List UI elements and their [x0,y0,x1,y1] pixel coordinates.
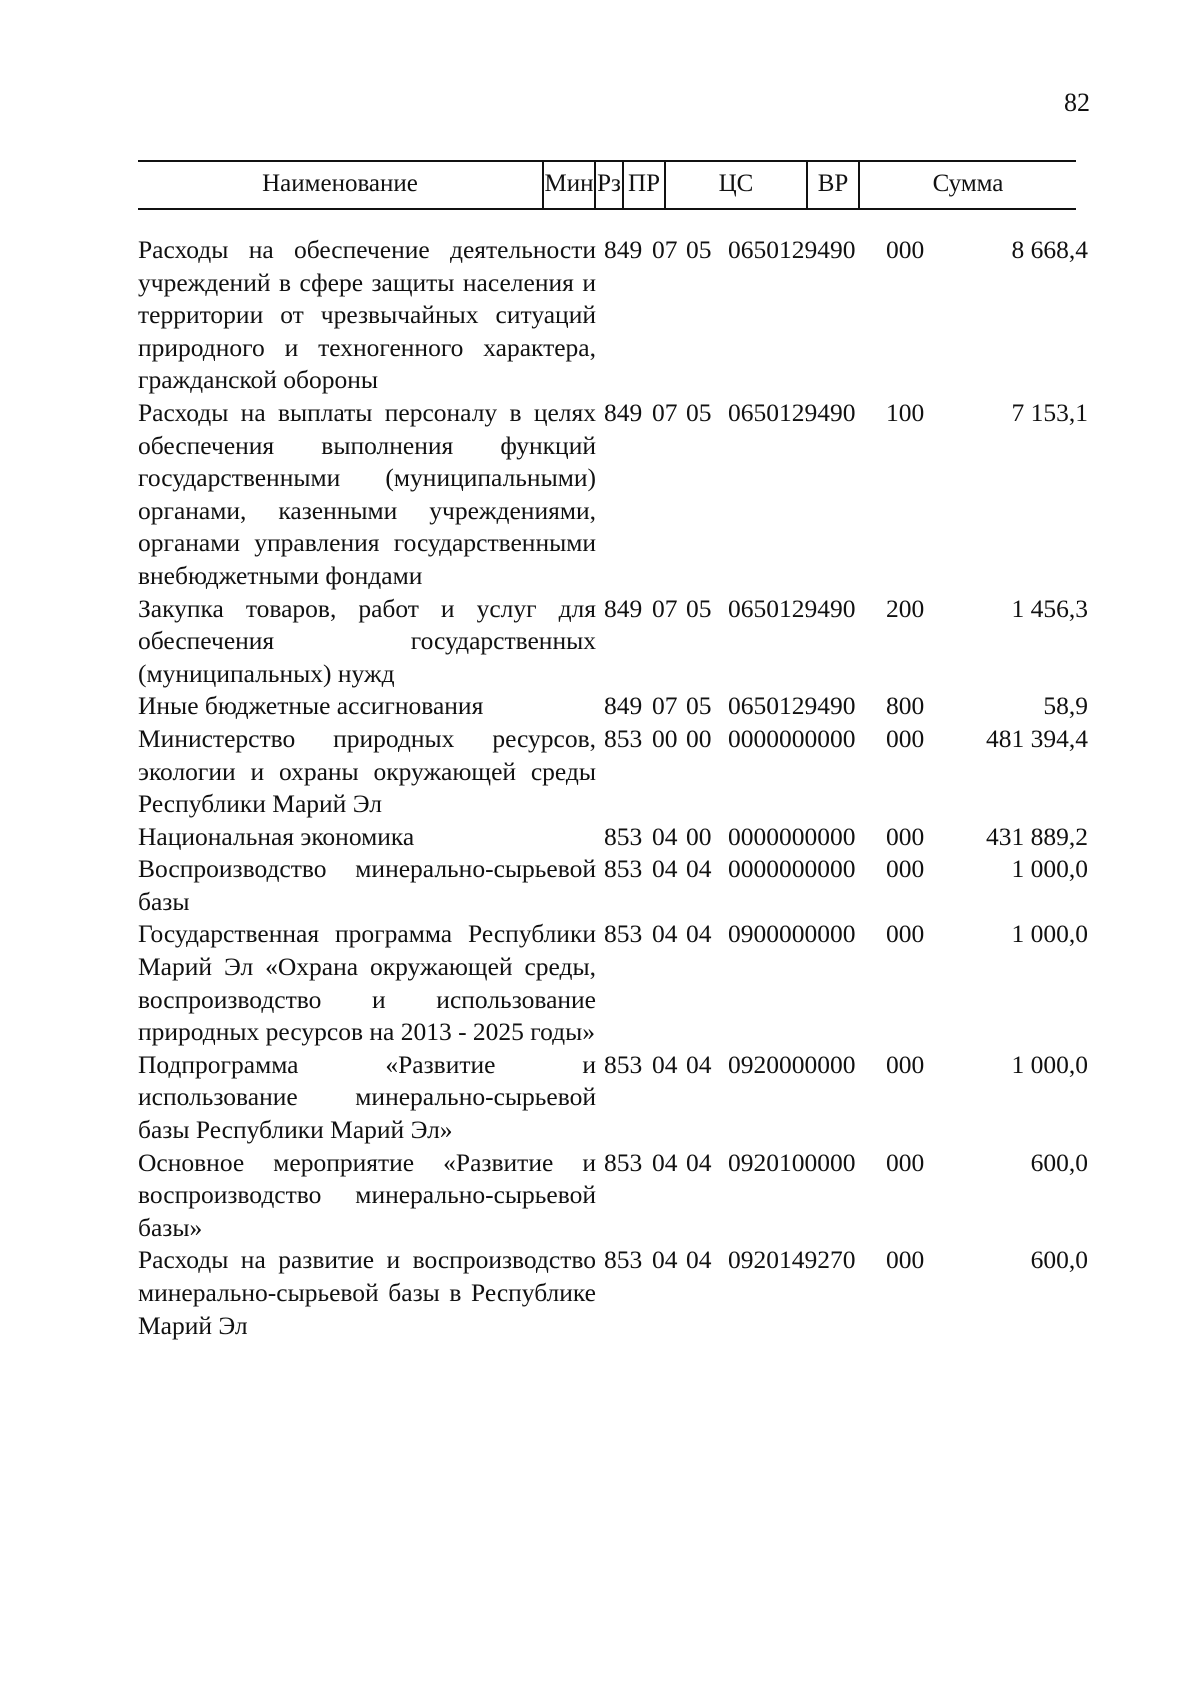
row-min: 853 [604,723,643,753]
row-codes [604,918,946,951]
row-rz: 07 [652,593,678,623]
row-pr: 00 [686,821,712,851]
table-row [138,853,1098,918]
row-cs: 0920100000 [728,1147,856,1177]
row-min: 849 [604,593,643,623]
header-min: Мин [544,170,594,197]
page-number: 82 [1064,88,1090,117]
table-row [138,821,1098,854]
row-cs: 0650129490 [728,691,856,721]
table-row [138,723,1098,821]
row-codes [604,1147,946,1180]
row-min: 849 [604,397,643,427]
table-body [138,234,1098,1342]
row-rz: 00 [652,723,678,753]
table-row [138,593,1098,691]
row-pr: 04 [686,854,712,884]
row-rz: 04 [652,1245,678,1275]
row-pr: 00 [686,723,712,753]
row-name: Государственная программа Республики Марий Эл «Охрана окружающей среды, воспроизводство и использование природных ресурсов на 2013 - 2025 годы» [138,919,596,1047]
row-cs: 0000000000 [728,723,856,753]
row-min: 853 [604,821,643,851]
row-cs: 0650129490 [728,397,856,427]
row-rz: 04 [652,919,678,949]
row-codes [604,593,946,626]
row-sum: 600,0 [1030,1147,1088,1177]
row-rz: 04 [652,1147,678,1177]
row-sum: 1 456,3 [1011,593,1088,623]
row-vr: 000 [886,1245,925,1275]
row-sum: 1 000,0 [1011,854,1088,884]
row-vr: 000 [886,919,925,949]
row-codes [604,690,946,723]
header-cs: ЦС [718,170,754,197]
table-row [138,397,1098,593]
row-min: 849 [604,235,643,264]
row-pr: 05 [686,235,712,264]
table-row [138,918,1098,1048]
row-codes [604,1244,946,1277]
table-row [138,1049,1098,1147]
row-cs: 0000000000 [728,821,856,851]
row-cs: 0920149270 [728,1245,856,1275]
row-vr: 800 [886,691,925,721]
row-vr: 000 [886,1147,925,1177]
row-pr: 04 [686,1147,712,1177]
row-vr: 200 [886,593,925,623]
row-sum: 431 889,2 [986,821,1088,851]
row-name: Иные бюджетные ассигнования [138,691,484,721]
row-codes [604,1049,946,1082]
row-vr: 000 [886,854,925,884]
table-row [138,1147,1098,1245]
table-row [138,1244,1098,1342]
row-cs: 0900000000 [728,919,856,949]
row-rz: 04 [652,821,678,851]
row-codes [604,821,946,854]
row-codes [604,397,946,430]
row-cs: 0000000000 [728,854,856,884]
table-row [138,690,1098,723]
header-vr: ВР [817,170,849,197]
row-name: Воспроизводство минерально-сырьевой базы [138,854,596,916]
row-sum: 58,9 [1043,691,1088,721]
row-pr: 05 [686,691,712,721]
row-rz: 07 [652,397,678,427]
row-vr: 100 [886,397,925,427]
row-min: 853 [604,854,643,884]
row-pr: 04 [686,919,712,949]
row-sum: 1 000,0 [1011,919,1088,949]
header-pr: ПР [628,170,660,197]
header-rule-bottom [138,208,1076,210]
row-cs: 0920000000 [728,1049,856,1079]
row-rz: 07 [652,691,678,721]
row-sum: 481 394,4 [986,723,1088,753]
row-pr: 04 [686,1049,712,1079]
row-vr: 000 [886,723,925,753]
row-pr: 04 [686,1245,712,1275]
row-codes [604,723,946,756]
row-sum: 7 153,1 [1011,397,1088,427]
row-rz: 07 [652,235,678,264]
row-name: Национальная экономика [138,821,415,851]
row-min: 849 [604,691,643,721]
row-name: Закупка товаров, работ и услуг для обеспечения государственных (муниципальных) нужд [138,593,596,688]
row-name: Расходы на выплаты персоналу в целях обеспечения выполнения функций государственными (муниципальными) органами, казенными учреждениями, органами управления государственными внебюджетными фондами [138,397,596,590]
row-min: 853 [604,919,643,949]
row-vr: 000 [886,821,925,851]
table-row [138,234,1098,397]
row-name: Подпрограмма «Развитие и использование минерально-сырьевой базы Республики Марий Эл» [138,1049,596,1145]
table-header [138,160,1076,208]
row-vr: 000 [886,1049,925,1079]
header-rz: Рз [597,170,621,197]
row-vr: 000 [886,235,925,264]
row-sum: 600,0 [1030,1245,1088,1275]
row-min: 853 [604,1245,643,1275]
row-cs: 0650129490 [728,593,856,623]
row-sum: 8 668,4 [1011,235,1088,264]
row-pr: 05 [686,397,712,427]
row-codes [604,853,946,886]
row-sum: 1 000,0 [1011,1049,1088,1079]
row-rz: 04 [652,854,678,884]
row-min: 853 [604,1049,643,1079]
row-pr: 05 [686,593,712,623]
row-rz: 04 [652,1049,678,1079]
row-codes [604,234,946,267]
row-name: Министерство природных ресурсов, экологии и охраны окружающей среды Республики Марий Эл [138,723,596,819]
row-cs: 0650129490 [728,235,856,264]
row-min: 853 [604,1147,643,1177]
header-sum: Сумма [932,170,1004,197]
header-name: Наименование [262,170,418,197]
row-name: Основное мероприятие «Развитие и воспроизводство минерально-сырьевой базы» [138,1147,596,1242]
row-name: Расходы на обеспечение деятельности учреждений в сфере защиты населения и территории от чрезвычайных ситуаций природного и техногенного характера, гражданской обороны [138,235,596,395]
row-name: Расходы на развитие и воспроизводство минерально-сырьевой базы в Республике Марий Эл [138,1245,596,1340]
